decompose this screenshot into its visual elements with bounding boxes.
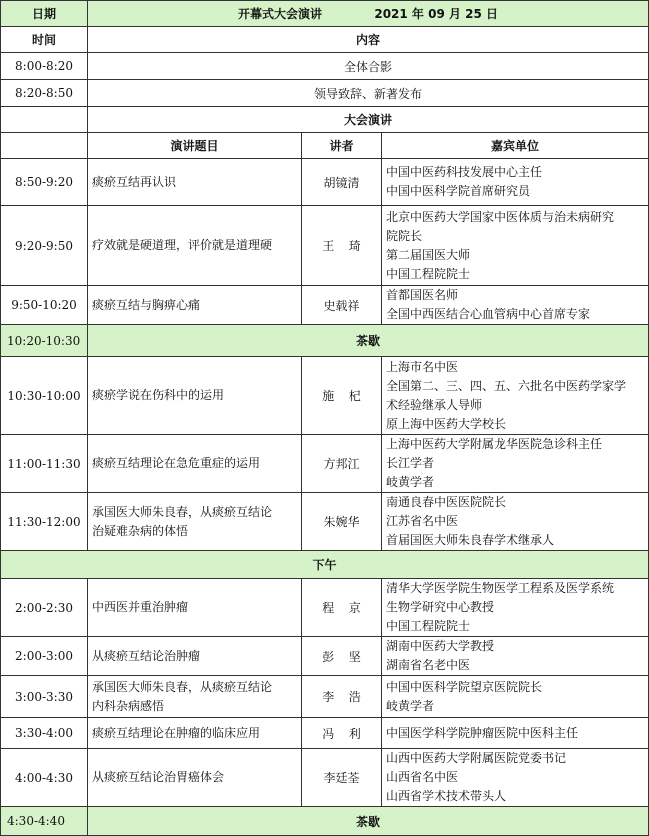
guest-unit [382,749,649,807]
guest-unit-line: 术经验继承人导师 [386,397,483,412]
talk-time: 10:30-10:00 [1,357,88,435]
opening-row [1,80,649,107]
guest-unit [382,357,649,435]
column-header-row [1,133,649,159]
talk-time: 9:50-10:20 [1,286,88,325]
session-title: 大会演讲 [88,107,649,133]
speaker-name-part: 程 [322,601,335,615]
afternoon-label: 下午 [1,551,649,579]
guest-unit-line: 长江学者 [386,456,435,470]
event-title: 开幕式大会演讲 [237,7,322,21]
guest-unit-line: 首都国医名师 [386,288,459,302]
schedule-row [1,357,649,435]
guest-unit-line: 全国中西医结合心血管病中心首席专家 [386,307,591,321]
header-row [1,1,649,27]
speaker-name-part: 方邦江 [323,457,360,471]
schedule-body [1,1,649,836]
guest-unit-line: 上海中医药大学附属龙华医院急诊科主任 [386,437,603,451]
talk-topic-line: 痰瘀学说在伤科中的运用 [92,388,225,402]
talk-topic-line: 中西医并重治肿瘤 [92,600,189,614]
guest-unit-line: 中国工程院院士 [386,619,471,633]
speaker-name-part: 冯 [322,726,335,741]
event-date: 2021 年 09 月 25 日 [374,7,499,21]
talk-topic [88,435,302,493]
speaker-name-part: 坚 [348,649,361,664]
guest-unit [382,676,649,718]
break-time: 10:20-10:30 [1,325,88,357]
date-label: 日期 [1,1,88,27]
talk-topic-line: 痰瘀互结理论在急危重症的运用 [92,456,261,470]
talk-topic-line: 痰瘀互结理论在肿瘤的临床应用 [92,725,261,740]
content-column-label: 内容 [88,27,649,53]
break-row [1,325,649,357]
talk-topic-line: 从痰瘀互结论治胃癌体会 [92,770,225,784]
speaker-name [302,159,382,206]
guest-unit-line: 中国医学科学院肿瘤医院中医科主任 [386,725,579,740]
speaker-name-part: 浩 [348,690,361,704]
guest-unit [382,286,649,325]
talk-topic [88,357,302,435]
guest-unit-line: 中国中医科学院望京医院院长 [386,679,543,694]
break-row [1,807,649,836]
guest-unit [382,159,649,206]
opening-row [1,53,649,80]
empty-cell [1,133,88,159]
topic-column-label: 演讲题目 [88,133,302,159]
speaker-name-part: 彭 [322,649,335,664]
event-title-cell [88,1,649,27]
talk-time: 8:50-9:20 [1,159,88,206]
guest-unit-line: 岐黄学者 [386,475,435,489]
guest-unit-line: 全国第二、三、四、五、六批名中医药学家学 [386,378,627,393]
schedule-row [1,159,649,206]
schedule-row [1,676,649,718]
guest-unit [382,435,649,493]
speaker-name [302,637,382,676]
talk-topic-line: 承国医大师朱良春，从痰瘀互结论 [92,679,273,694]
speaker-name-part: 王 [322,239,335,253]
guest-unit-line: 院院长 [386,228,423,243]
guest-unit-line: 首届国医大师朱良春学术继承人 [386,533,555,547]
speaker-name-part: 李 [322,690,335,704]
speaker-column-label: 讲者 [302,133,382,159]
speaker-name [302,493,382,551]
guest-unit-line: 湖南中医药大学教授 [386,639,495,653]
break-time: 4:30-4:40 [1,807,88,836]
session-title-row [1,107,649,133]
opening-time: 8:20-8:50 [1,80,88,107]
guest-unit-line: 上海市名中医 [386,359,459,374]
afternoon-divider-row [1,551,649,579]
talk-time: 2:00-2:30 [1,579,88,637]
break-label: 茶歇 [88,807,649,836]
talk-topic [88,718,302,749]
schedule-row [1,579,649,637]
guest-unit-line: 中国工程院院士 [386,266,471,281]
guest-unit [382,637,649,676]
speaker-name-part: 胡镜清 [323,175,360,190]
talk-topic-line: 内科杂病感悟 [92,698,165,713]
guest-unit-line: 山西中医药大学附属医院党委书记 [386,751,567,765]
subheader-row [1,27,649,53]
guest-unit [382,493,649,551]
talk-topic [88,579,302,637]
talk-time: 11:00-11:30 [1,435,88,493]
opening-content: 全体合影 [88,53,649,80]
talk-time: 4:00-4:30 [1,749,88,807]
talk-topic [88,159,302,206]
opening-time: 8:00-8:20 [1,53,88,80]
guest-unit-line: 湖南省名老中医 [386,658,471,672]
guest-unit-line: 北京中医药大学国家中医体质与治未病研究 [386,209,615,224]
speaker-name [302,579,382,637]
talk-time: 3:00-3:30 [1,676,88,718]
guest-unit-line: 山西省学术技术带头人 [386,789,507,803]
speaker-name [302,718,382,749]
speaker-name [302,749,382,807]
speaker-name [302,357,382,435]
talk-topic [88,676,302,718]
unit-column-label: 嘉宾单位 [382,133,649,159]
guest-unit [382,718,649,749]
speaker-name [302,206,382,286]
talk-topic-line: 痰瘀互结与胸痹心痛 [92,297,201,312]
break-label: 茶歇 [88,325,649,357]
guest-unit-line: 生物学研究中心教授 [386,600,495,614]
time-column-label: 时间 [1,27,88,53]
guest-unit-line: 山西省名中医 [386,770,459,784]
guest-unit-line: 第二届国医大师 [386,247,471,262]
schedule-row [1,637,649,676]
opening-content: 领导致辞、新著发布 [88,80,649,107]
talk-topic-line: 疗效就是硬道理，评价就是道理硬 [92,238,273,252]
talk-topic-line: 治疑难杂病的体悟 [92,523,189,538]
guest-unit [382,206,649,286]
guest-unit-line: 中国中医科学院首席研究员 [386,184,531,198]
speaker-name-part: 史载祥 [323,298,360,313]
guest-unit [382,579,649,637]
talk-time: 2:00-3:00 [1,637,88,676]
talk-topic [88,493,302,551]
guest-unit-line: 岐黄学者 [386,698,435,713]
speaker-name-part: 利 [348,726,361,741]
schedule-row [1,435,649,493]
guest-unit-line: 清华大学医学院生物医学工程系及医学系统 [386,581,615,595]
talk-topic-line: 承国医大师朱良春，从痰瘀互结论 [92,504,273,519]
guest-unit-line: 南通良春中医医院院长 [386,495,507,509]
speaker-name [302,286,382,325]
schedule-row [1,718,649,749]
empty-cell [1,107,88,133]
speaker-name-part: 杞 [348,389,361,403]
talk-topic [88,637,302,676]
guest-unit-line: 原上海中医药大学校长 [386,416,507,431]
speaker-name-part: 施 [322,389,335,403]
talk-topic-line: 痰瘀互结再认识 [92,174,177,189]
guest-unit-line: 中国中医药科技发展中心主任 [386,165,543,179]
schedule-row [1,206,649,286]
schedule-row [1,286,649,325]
talk-time: 11:30-12:00 [1,493,88,551]
speaker-name-part: 京 [348,601,361,615]
guest-unit-line: 江苏省名中医 [386,514,459,528]
speaker-name-part: 李廷荃 [323,771,360,785]
speaker-name [302,435,382,493]
speaker-name [302,676,382,718]
talk-topic-line: 从痰瘀互结论治肿瘤 [92,648,201,663]
talk-time: 3:30-4:00 [1,718,88,749]
talk-topic [88,749,302,807]
speaker-name-part: 朱婉华 [323,515,360,529]
schedule-row [1,493,649,551]
talk-time: 9:20-9:50 [1,206,88,286]
talk-topic [88,286,302,325]
schedule-row [1,749,649,807]
speaker-name-part: 琦 [348,239,361,253]
talk-topic [88,206,302,286]
